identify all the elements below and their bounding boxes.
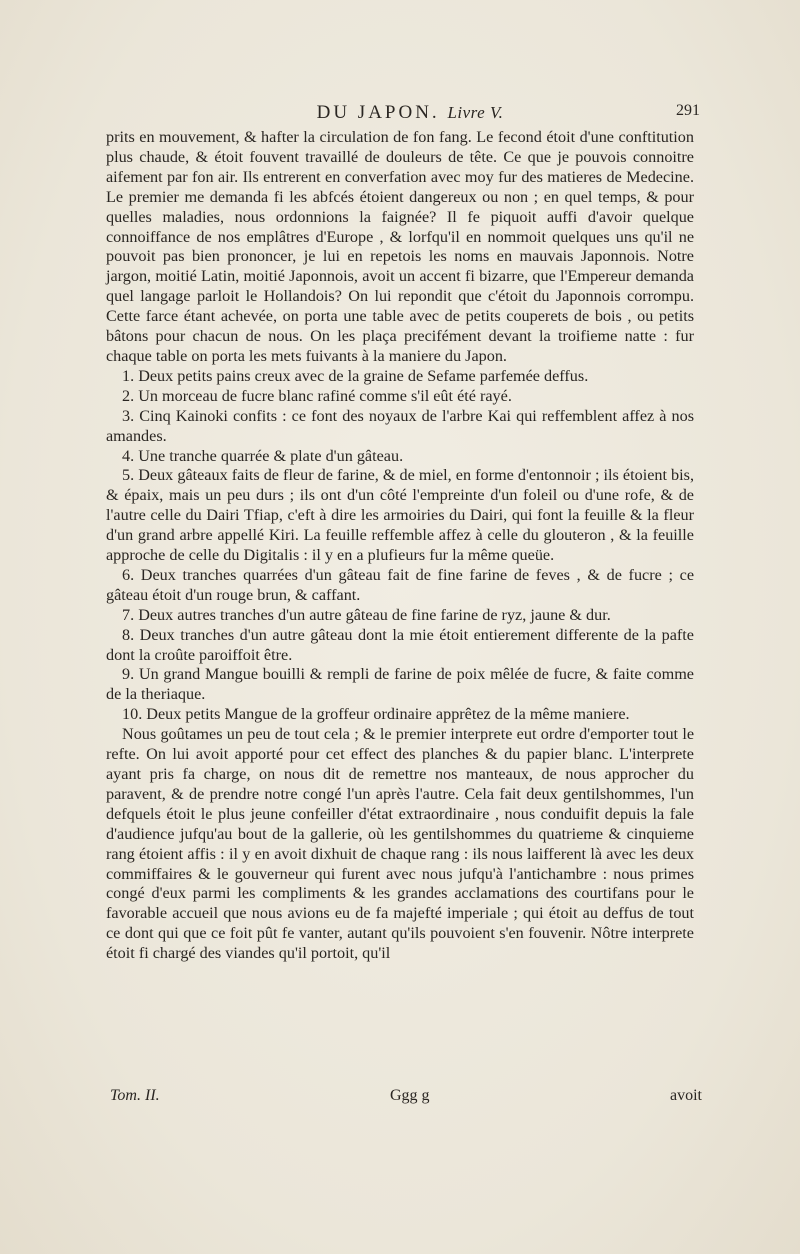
running-title-text: DU JAPON. <box>316 102 440 123</box>
tome-label: Tom. II. <box>110 1087 160 1104</box>
page-header <box>130 102 700 128</box>
book-number: Livre V. <box>447 103 504 122</box>
page-number: 291 <box>676 102 700 119</box>
list-item-3: 3. Cinq Kainoki confits : ce font des noyaux de l'arbre Kai qui reffemblent affez à nos amandes. <box>106 406 694 445</box>
list-item-7: 7. Deux autres tranches d'un autre gâteau de fine farine de ryz, jaune & dur. <box>122 605 611 624</box>
list-item-9: 9. Un grand Mangue bouilli & rempli de farine de poix mêlée de fucre, & faite comme de la theriaque. <box>106 665 694 704</box>
signature-mark: Ggg g <box>390 1087 430 1104</box>
list-item-10: 10. Deux petits Mangue de la groffeur ordinaire apprêtez de la même maniere. <box>122 705 630 724</box>
list-item-5: 5. Deux gâteaux faits de fleur de farine, & de miel, en forme d'entonnoir ; ils étoient bis, & épaix, mais un peu durs ; ils ont d'un côté l'empreinte d'un foleil ou d'une rofe, & de l'autre celle du Dairi Tfiap, c'eft à dire les armoiries du Dairi, qui font la feuille & la fleur d'un grand arbre appellé Kiri. La feuille reffemble affez à celle du glouteron , & la feuille approche de celle du Digitalis : il y en a plufieurs fur la même queüe. <box>106 466 694 565</box>
list-item-8: 8. Deux tranches d'un autre gâteau dont la mie étoit entierement differente de la pafte dont la croûte paroiffoit être. <box>106 625 694 664</box>
catchword: avoit <box>670 1087 702 1104</box>
paragraph-closing: Nous goûtames un peu de tout cela ; & le premier interprete eut ordre d'emporter tout le refte. On lui avoit apporté pour cet effect des planches & du papier blanc. L'interprete ayant pris fa charge, on nous dit de remettre nos manteaux, de nous approcher du paravent, & de prendre notre congé l'un après l'autre. Cela fait deux gentilshommes, l'un defquels étoit le plus jeune confeiller d'état extraordinaire , nous conduifit depuis la fale d'audience jufqu'au bout de la gallerie, où les gentilshommes du quatrieme & cinquieme rang étoient affis : il y en avoit dixhuit de chaque rang : ils nous laifferent là avec les deux commiffaires & le gouverneur qui furent avec nous jufqu'à l'antichambre : nous primes congé d'eux parmi les compliments & les grandes acclamations des courtifans pour le favorable accueil que nous avions eu de fa majefté imperiale ; qui étoit au deffus de tout ce dont qui que ce foit pût fe vanter, autant qu'ils pouvoient s'en fouvenir. Nôtre interprete étoit fi chargé des viandes qu'il portoit, qu'il <box>106 725 694 963</box>
running-title <box>130 102 690 124</box>
list-item-6: 6. Deux tranches quarrées d'un gâteau fait de fine farine de feves , & de fucre ; ce gâteau étoit d'un rouge brun, & caffant. <box>106 565 694 604</box>
list-item-1: 1. Deux petits pains creux avec de la graine de Sefame parfemée deffus. <box>122 366 589 385</box>
list-item-4: 4. Une tranche quarrée & plate d'un gâteau. <box>122 446 404 465</box>
list-item-2: 2. Un morceau de fucre blanc rafiné comme s'il eût été rayé. <box>122 386 512 405</box>
paragraph-continued: prits en mouvement, & hafter la circulation de fon fang. Le fecond étoit d'une conftitution plus chaude, & étoit fouvent travaillé de douleurs de tête. Ce que je pouvois connoitre aifement par fon air. Ils entrerent en converfation avec moy fur des matieres de Medecine. Le premier me demanda fi les abfcés étoient dangereux ou non ; en quel temps, & pour quelles maladies, nous ordonnions la faignée? Il fe piquoit auffi d'avoir quelque connoiffance de nos emplâtres d'Europe , & lorfqu'il en nommoit quelques uns qu'il ne pouvoit pas bien prononcer, je lui en repetois les noms en mauvais Japonnois. Notre jargon, moitié Latin, moitié Japonnois, avoit un accent fi bizarre, que l'Empereur demanda quel langage parloit le Hollandois? On lui repondit que c'étoit du Japonnois corrompu. Cette farce étant achevée, on porta une table avec de petits couperets de bois , ou petits bâtons pour chacun de nous. On les plaça precifément devant la troifieme natte : fur chaque table on porta les mets fuivants à la maniere du Japon. <box>106 128 694 365</box>
page-footer <box>106 1087 702 1109</box>
body-text <box>106 128 694 964</box>
